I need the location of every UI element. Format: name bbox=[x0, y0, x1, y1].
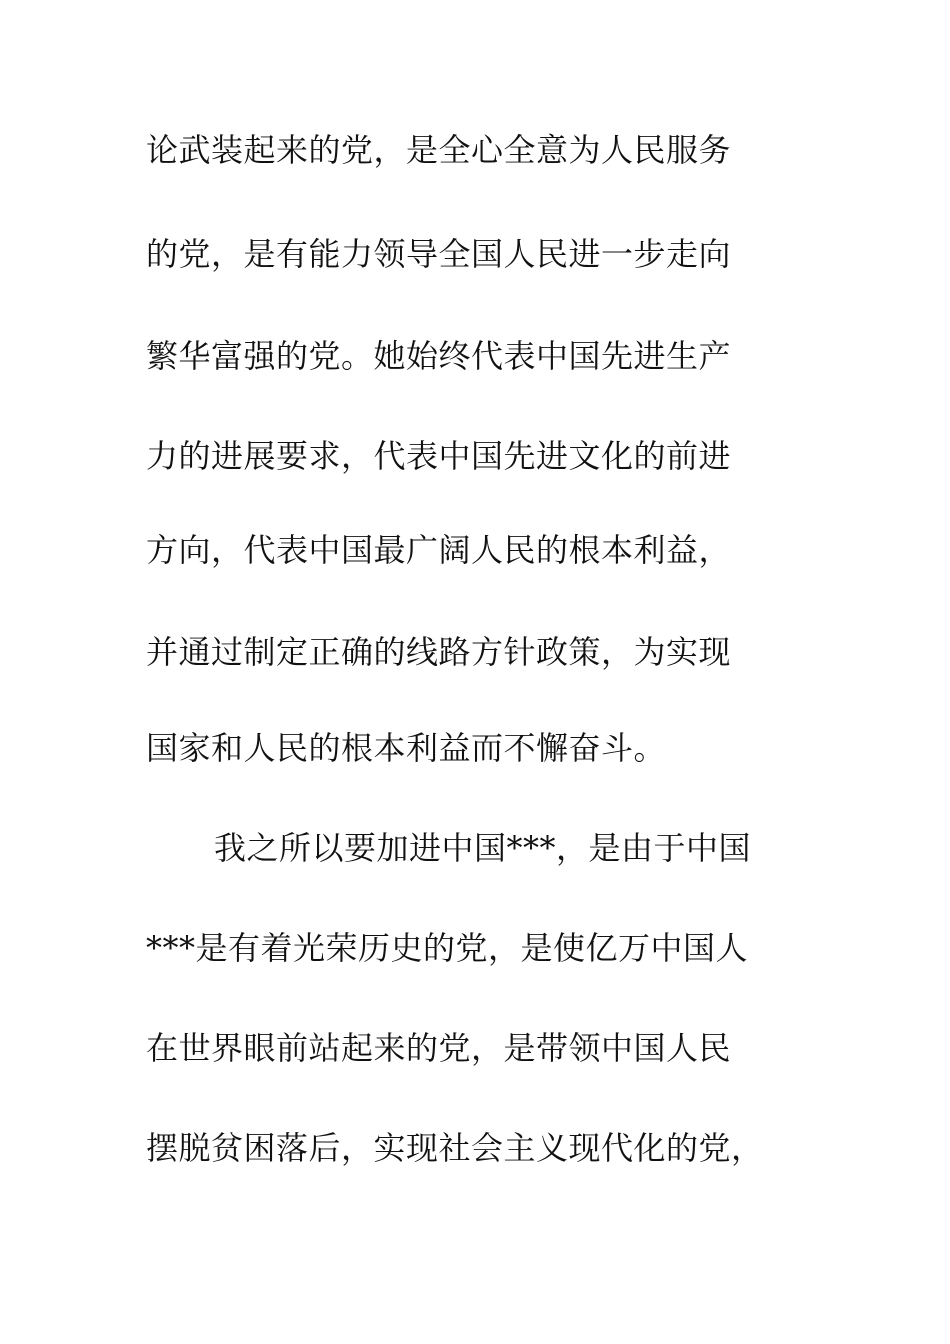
text-line: 论武装起来的党，是全心全意为人民服务 bbox=[146, 131, 732, 169]
text-line: 的党，是有能力领导全国人民进一步走向 bbox=[146, 235, 732, 273]
text-line: ***是有着光荣历史的党，是使亿万中国人 bbox=[146, 929, 749, 967]
text-line: 力的进展要求，代表中国先进文化的前进 bbox=[146, 437, 732, 475]
text-line: 方向，代表中国最广阔人民的根本利益， bbox=[146, 531, 732, 569]
text-line: 在世界眼前站起来的党，是带领中国人民 bbox=[146, 1029, 732, 1067]
text-line: 国家和人民的根本利益而不懈奋斗。 bbox=[146, 729, 667, 767]
paragraph-first-line: 我之所以要加进中国***，是由于中国 bbox=[214, 829, 752, 867]
text-line: 繁华富强的党。她始终代表中国先进生产 bbox=[146, 337, 732, 375]
text-line: 并通过制定正确的线路方针政策，为实现 bbox=[146, 633, 732, 671]
text-line: 摆脱贫困落后，实现社会主义现代化的党， bbox=[146, 1129, 764, 1167]
